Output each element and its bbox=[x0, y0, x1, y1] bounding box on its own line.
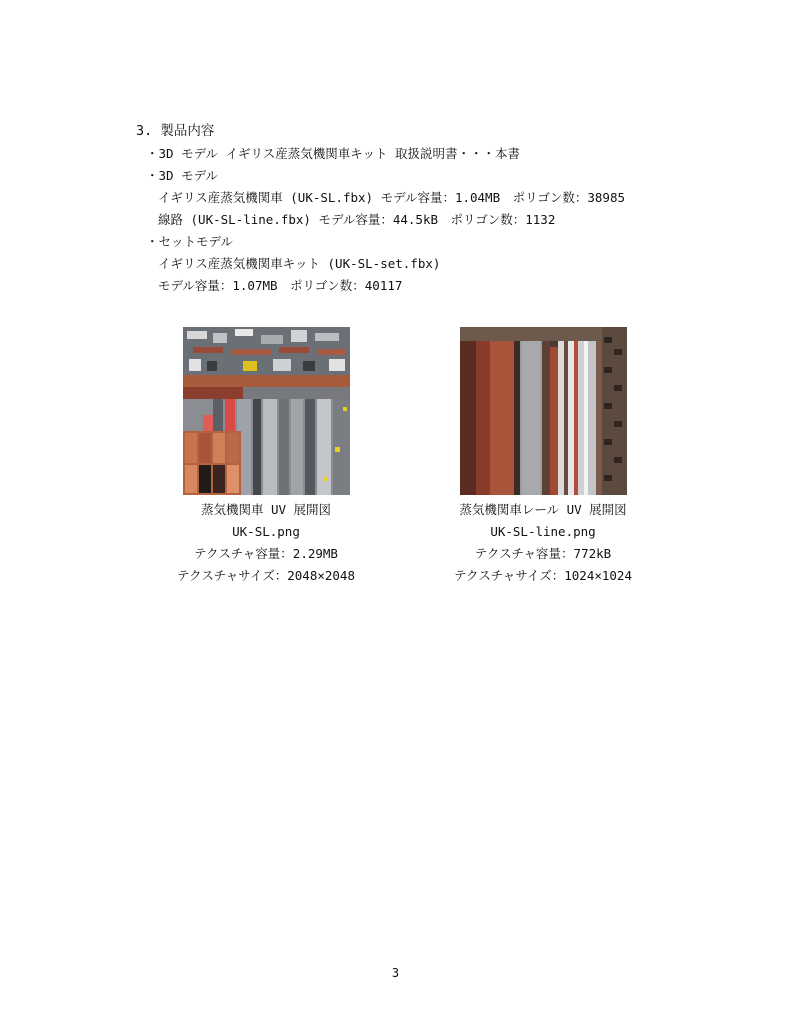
rail-uv-size: テクスチャ容量：772kB bbox=[474, 546, 612, 561]
item-set-kit: イギリス産蒸気機関車キット (UK-SL-set.fbx) bbox=[158, 256, 441, 271]
rail-uv-resolution: テクスチャサイズ：1024×1024 bbox=[454, 568, 632, 583]
item-3d-model: ・3D モデル bbox=[146, 168, 218, 183]
item-set-capacity: モデル容量：1.07MB ポリゴン数：40117 bbox=[158, 278, 403, 293]
page-number: 3 bbox=[391, 966, 400, 980]
section-heading: 3. 製品内容 bbox=[136, 123, 215, 139]
item-manual: ・3D モデル イギリス産蒸気機関車キット 取扱説明書・・・本書 bbox=[146, 146, 521, 161]
locomotive-uv-filename: UK-SL.png bbox=[232, 524, 300, 539]
rail-uv-filename: UK-SL-line.png bbox=[490, 524, 596, 539]
item-set-model: ・セットモデル bbox=[146, 234, 233, 249]
item-track-model: 線路 (UK-SL-line.fbx) モデル容量：44.5kB ポリゴン数：1132 bbox=[158, 212, 556, 227]
figure-rail-uv bbox=[423, 327, 663, 587]
figure-locomotive-uv bbox=[146, 327, 386, 587]
locomotive-uv-texture-image bbox=[183, 327, 350, 495]
locomotive-uv-resolution: テクスチャサイズ：2048×2048 bbox=[177, 568, 355, 583]
item-locomotive-model: イギリス産蒸気機関車 (UK-SL.fbx) モデル容量：1.04MB ポリゴン数：38985 bbox=[158, 190, 625, 205]
locomotive-uv-title: 蒸気機関車 UV 展開図 bbox=[200, 502, 332, 517]
locomotive-uv-size: テクスチャ容量：2.29MB bbox=[194, 546, 338, 561]
rail-uv-texture-image bbox=[460, 327, 627, 495]
rail-uv-title: 蒸気機関車レール UV 展開図 bbox=[459, 502, 627, 517]
